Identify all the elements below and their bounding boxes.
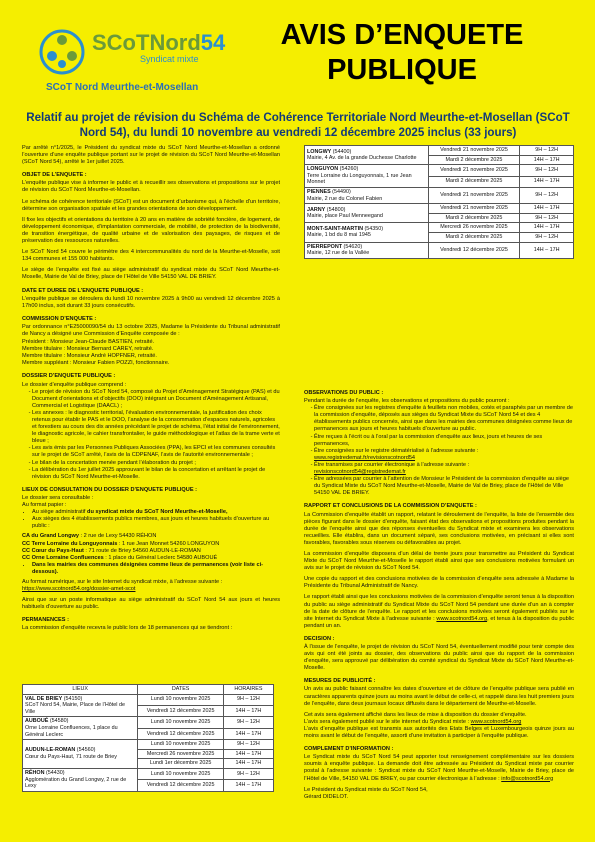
table-row bbox=[305, 187, 574, 203]
place-code: (54400) bbox=[331, 148, 352, 155]
place-name: JARNY bbox=[307, 206, 326, 213]
logo-name-number: 54 bbox=[200, 30, 226, 55]
permanence-date-cell: Mercredi 26 novembre 2025 bbox=[138, 749, 223, 759]
column-header: HORAIRES bbox=[223, 685, 273, 695]
permanence-hours-cell: 14H – 17H bbox=[223, 759, 273, 769]
place-name: LONGUYON bbox=[307, 166, 339, 173]
place-code: (54260) bbox=[338, 166, 359, 173]
lieux-text: Au siège administratif bbox=[32, 509, 88, 516]
permanence-hours-cell: 9H – 12H bbox=[223, 768, 273, 779]
permanence-hours-cell: 9H – 12H bbox=[520, 146, 574, 156]
permanences-table bbox=[22, 684, 274, 792]
site-link[interactable]: www.scotnord54.org bbox=[470, 718, 522, 725]
cc-address-text: : 1 place du Général Leclerc 54580 AUBOUÉ bbox=[103, 554, 218, 561]
permanence-place-cell bbox=[305, 187, 429, 203]
cc-address bbox=[22, 533, 280, 540]
place-code: (54620) bbox=[342, 243, 363, 250]
commission-member: Président : Monsieur Jean-Claude BASTIEN, retraité. bbox=[22, 339, 155, 346]
section-heading-dates: DATE ET DUREE DE L’ENQUETE PUBLIQUE : bbox=[22, 287, 144, 294]
list-item bbox=[314, 462, 574, 476]
permanence-hours-cell: 9H – 12H bbox=[520, 165, 574, 176]
place-address: Mairie, 2 rue du Colonel Fabien bbox=[307, 195, 383, 202]
place-address: SCoT Nord 54, Mairie, Place de l’Hôtel de Ville bbox=[25, 702, 125, 715]
rapport-paragraph: La Commission d’enquête établit un rapport, relatant le déroulement de l’enquête, la liste de l’ensemble des pièces figurant dans le dossier d’enquête, faisant état des observations et propositions produites pendant la durée de l’enquête ainsi que des réponses éventuelles du Syndicat mixte et examinera les observations recueillies. Elle établira, dans un document séparé, ses conclusions motivées, en précisant si elles sont favorables, favorables sous réserves ou défavorables au projet. bbox=[304, 511, 574, 546]
permanences-table bbox=[304, 145, 574, 259]
column-header: LIEUX bbox=[23, 685, 138, 695]
logo-name-text: SCoTNord bbox=[92, 30, 201, 55]
dossier-list bbox=[22, 389, 280, 481]
permanence-hours-cell: 14H – 17H bbox=[520, 242, 574, 258]
list-item-text: Être transmises par courrier électronique à l’adresse suivante : bbox=[314, 461, 470, 468]
permanence-hours-cell: 14H – 17H bbox=[520, 223, 574, 233]
table-header-row bbox=[23, 685, 274, 695]
place-name: MONT-SAINT-MARTIN bbox=[307, 225, 363, 232]
place-code: (54350) bbox=[363, 225, 384, 232]
poste-paragraph: Ainsi que sur un poste informatique au siège administratif du SCoT Nord 54 aux jours et heures habituels d’ouverture au public. bbox=[22, 597, 280, 611]
publicite-paragraph: L’avis d’enquête publique est transmis aux autorités des Etats Belges et Luxembourgeois quinze jours au moins avant le début de l’enquête, assorti d’une invitation à participer à l’enquête publique. bbox=[304, 725, 574, 740]
permanence-date-cell: Lundi 1er décembre 2025 bbox=[138, 759, 223, 769]
complement-text: Le Syndicat mixte du SCoT Nord 54 peut apporter tout renseignement complémentaire sur les dossiers soumis à enquête publique. La demande doit être adressée au Président du Syndicat mixte par courrier postal à l’adresse suivante : Syndicat mixte du SCoT Nord Meurthe-et-Moselle, Mairie de Briey, place de l’Hôtel de Ville, 54150 VAL DE BRIEY, ou par courrier électronique à l’adresse : bbox=[304, 754, 574, 782]
cc-name: CC Cœur du Pays-Haut bbox=[22, 547, 84, 554]
list-item: • Aux sièges des 4 établissements publics membres, aux jours et heures habituels d’ouverture au public : bbox=[32, 516, 280, 530]
rapport-text: Le rapport établi ainsi que les conclusions motivées de la commission d’enquête seront tenus à la disposition du public au siège administratif du Syndicat Mixte du SCoT Nord 54 pendant une durée d’un an à compter de la date de clôture de l’enquête. Le rapport et les conclusions motivées seront également publiés sur le site Internet du Syndicat Mixte à l’adresse suivante : bbox=[304, 594, 574, 622]
complement-paragraph bbox=[304, 754, 574, 782]
place-address: Mairie, 1 bd du 8 mai 1945 bbox=[307, 232, 371, 239]
publicite-line: Cet avis sera également affiché dans les lieux de mise à disposition du dossier d’enquête. bbox=[304, 711, 527, 718]
list-item bbox=[32, 509, 280, 516]
list-item: - Le projet de révision du SCoT Nord 54, composé du Projet d’Aménagement Stratégique (PAS) et du Document d’orientations et d’objectifs (DOO) intégrant un Document d’Aménagement Artisanal, Commercial et Logistique (DAACL) ; bbox=[32, 389, 280, 410]
lieux-list bbox=[22, 509, 280, 530]
section-heading-rapport: RAPPORT ET CONCLUSIONS DE LA COMMISSION D’ENQUETE : bbox=[304, 503, 477, 510]
permanence-date-cell: Vendredi 12 décembre 2025 bbox=[138, 705, 223, 716]
permanence-date-cell: Vendredi 12 décembre 2025 bbox=[428, 242, 519, 258]
place-name: RÉHON bbox=[25, 769, 45, 776]
logo-region: SCoT Nord Meurthe-et-Mosellan bbox=[46, 82, 199, 93]
place-address: Orne Lorraine Confluences, 1 place du Général Leclerc bbox=[25, 724, 118, 738]
permanence-date-cell: Lundi 10 novembre 2025 bbox=[138, 740, 223, 750]
cc-name: CA du Grand Longwy bbox=[22, 533, 79, 540]
cc-address-text: : 71 route de Briey 54560 AUDUN-LE-ROMAN bbox=[83, 547, 201, 554]
permanence-hours-cell: 9H – 12H bbox=[223, 694, 273, 705]
cc-address-text: : 1 rue Jean Monnet 54260 LONGUYON bbox=[117, 540, 220, 547]
permanence-date-cell: Vendredi 21 novembre 2025 bbox=[428, 165, 519, 176]
permanence-hours-cell: 14H – 17H bbox=[520, 204, 574, 214]
permanence-hours-cell: 14H – 17H bbox=[223, 728, 273, 739]
permanence-place-cell bbox=[23, 740, 138, 769]
place-name: PIERREPONT bbox=[307, 243, 343, 250]
section-heading-dossier: DOSSIER D’ENQUETE PUBLIQUE : bbox=[22, 373, 116, 380]
dossier-intro: Le dossier d’enquête publique comprend : bbox=[22, 381, 127, 388]
notice-title bbox=[222, 18, 582, 88]
permanence-date-cell: Mardi 2 décembre 2025 bbox=[428, 155, 519, 165]
dates-paragraph: L’enquête publique se déroulera du lundi 10 novembre 2025 à 9h00 au vendredi 12 décembre 2025 à 17h00 inclus, soit durant 33 jours consécutifs. bbox=[22, 295, 280, 309]
section-heading-commission: COMMISSION D’ENQUETE : bbox=[22, 315, 97, 322]
rapport-text: , et tenus à la disposition du public pendant un an. bbox=[304, 615, 575, 629]
commission-member: Membre titulaire : Monsieur Bernard CAREY, retraité. bbox=[22, 346, 154, 353]
column-header: DATES bbox=[138, 685, 223, 695]
table-row bbox=[23, 717, 274, 728]
site-link[interactable]: www.scotnord54.org bbox=[436, 615, 488, 622]
place-name: AUBOUÉ bbox=[25, 718, 49, 725]
list-item: - Être adressées par courrier à l’attention de Monsieur le Président de la commission d’enquête au siège du Syndicat Mixte du SCoT Nord Meurthe-et-Moselle, Mairie de Val de Briey, place de l’Hôtel de Ville 54150 VAL DE BRIEY. bbox=[314, 476, 574, 497]
objet-paragraph: Le siège de l’enquête est fixé au siège administratif du syndicat mixte du SCoT Nord Meurthe-et-Moselle, Mairie de Val de Briey, place de l’Hôtel de Ville 54150 VAL DE BRIEY. bbox=[22, 267, 280, 281]
rapport-paragraph: La commission d’enquête disposera d’un délai de trente jours pour transmettre au Président du Syndicat Mixte du SCoT Nord Meurthe-et-Moselle le rapport établi ainsi que ses conclusions motivées formulant un avis sur le projet de révision du SCoT Nord 54. bbox=[304, 550, 574, 572]
lieux-text-bold: du syndicat mixte du SCoT Nord Meurthe-et-Moselle, bbox=[87, 509, 228, 516]
logo-subtitle: Syndicat mixte bbox=[140, 54, 199, 64]
permanence-place-cell bbox=[305, 223, 429, 242]
list-item: - Les annexes : le diagnostic territorial, l’évaluation environnementale, la justification des choix retenus pour établir le PAS et le DOO, l’analyse de la consommation d’espaces naturels, agricoles et forestiers au cours des dix années précédant le projet de schéma, l’état initial de l’environnement, le diagnostic agricole, le cahier transfrontalier, le guide méthodologique et l’atlas de la trame verte et bleue ; bbox=[32, 410, 280, 445]
place-address: Mairie, 12 rue de la Vallée bbox=[307, 250, 370, 257]
permanence-date-cell: Vendredi 21 novembre 2025 bbox=[428, 204, 519, 214]
lieux-format-papier: Au format papier : bbox=[22, 502, 67, 509]
list-item-text: Être consignées sur le registre dématérialisé à l’adresse suivante : bbox=[314, 447, 479, 454]
list-item: - Être consignées sur les registres d’enquête à feuillets non mobiles, cotés et paraphés par un membre de la commission d’enquête, déposés aux sièges du Syndicat Mixte du SCoT Nord 54 et des 4 établissements publics concernés, ainsi que dans les mairies des communes désignées comme lieux de permanences aux jours et heures habituels d’ouverture au public. bbox=[314, 405, 574, 433]
place-code: (54430) bbox=[44, 769, 65, 776]
registre-link[interactable]: www.registredemat.fr/revisionscotnord54 bbox=[314, 454, 416, 461]
permanence-date-cell: Lundi 10 novembre 2025 bbox=[138, 717, 223, 728]
permanence-date-cell: Mardi 2 décembre 2025 bbox=[428, 213, 519, 223]
decision-paragraph: À l’issue de l’enquête, le projet de révision du SCoT Nord 54, éventuellement modifié pour tenir compte des avis qui ont été joints au dossier, des observations du public ainsi que du rapport de la commission d’enquête, sera approuvé par délibération du comité syndical du Syndicat Mixte du SCoT Nord Meurthe-et-Moselle. bbox=[304, 644, 574, 672]
cc-address-text: : 2 rue de Lexy 54430 RÉHON bbox=[78, 533, 157, 540]
permanence-place-cell bbox=[23, 717, 138, 740]
scot-logo-icon bbox=[38, 28, 86, 76]
table-row bbox=[23, 768, 274, 779]
permanence-place-cell bbox=[305, 165, 429, 188]
format-numerique: Au format numérique, sur le site Internet du syndicat mixte, à l’adresse suivante : bbox=[22, 578, 223, 585]
place-code: (54560) bbox=[75, 747, 96, 754]
permanence-date-cell: Mercredi 26 novembre 2025 bbox=[428, 223, 519, 233]
permanence-date-cell: Vendredi 21 novembre 2025 bbox=[428, 146, 519, 156]
permanence-date-cell: Vendredi 12 décembre 2025 bbox=[138, 780, 223, 791]
place-address: Terre Lorraine du Longuyonnais, 1 rue Jean Monnet bbox=[307, 172, 412, 186]
permanence-hours-cell: 14H – 17H bbox=[223, 780, 273, 791]
table-row bbox=[305, 146, 574, 156]
place-address: Mairie, 4 Av. de la grande Duchesse Charlotte bbox=[307, 155, 417, 162]
section-heading-objet: OBJET DE L’ENQUETE : bbox=[22, 172, 87, 179]
permanences-table-right bbox=[304, 145, 574, 259]
publicite-paragraph: Un avis au public faisant connaître les dates d’ouverture et de clôture de l’enquête publique sera publié en caractères apparents quinze jours au moins avant le début de celle-ci, et rappelé dans les huit premiers jours de l’enquête, dans deux journaux locaux diffusés dans le département de Meurthe-et-Moselle. bbox=[304, 686, 574, 707]
commission-paragraph: Par ordonnance n°E25000090/54 du 13 octobre 2025, Madame la Présidente du Tribunal administratif de Nancy a désigné une Commission d’Enquête composée de : bbox=[22, 323, 280, 337]
objet-paragraph: Le SCoT Nord 54 couvre le périmètre des 4 intercommunalités du nord de la Meurthe-et-Moselle, soit 134 communes et 155 000 habitants. bbox=[22, 249, 280, 263]
permanence-date-cell: Mardi 2 décembre 2025 bbox=[428, 232, 519, 242]
commission-member: Membre suppléant : Monsieur Fabien POZZI, fonctionnaire. bbox=[22, 360, 170, 367]
place-code: (54490) bbox=[330, 188, 351, 195]
section-heading-complement: COMPLEMENT D’INFORMATION : bbox=[304, 746, 394, 753]
section-heading-permanences: PERMANENCES : bbox=[22, 617, 69, 624]
permanence-hours-cell: 9H – 12H bbox=[223, 717, 273, 728]
intro-paragraph: Par arrêté n°1/2025, le Président du syndicat mixte du SCoT Nord Meurthe-et-Mosellan a ordonné l’ouverture d’une enquête publique portant sur le projet de révision du SCoT Nord Meurthe-et-Mosellan (SCoT Nord 54), arrêté le 1er juillet 2025. bbox=[22, 145, 280, 166]
email-link[interactable]: info@scotnord54.org bbox=[501, 775, 554, 782]
list-item: - Le bilan de la concertation menée pendant l’élaboration du projet ; bbox=[32, 460, 280, 467]
permanences-intro: La commission d’enquête recevra le public lors de 18 permanences qui se tiendront : bbox=[22, 625, 233, 632]
cc-address bbox=[22, 548, 280, 555]
place-address: Mairie, place Paul Menneegand bbox=[307, 213, 383, 220]
permanences-table-left bbox=[22, 684, 274, 792]
list-item: - Être reçues à l’écrit ou à l’oral par la commission d’enquête aux lieux, jours et heures de ses permanences, bbox=[314, 434, 574, 448]
permanence-hours-cell: 9H – 12H bbox=[520, 232, 574, 242]
permanence-date-cell: Lundi 10 novembre 2025 bbox=[138, 694, 223, 705]
right-column bbox=[304, 390, 574, 801]
permanence-date-cell: Mardi 2 décembre 2025 bbox=[428, 176, 519, 187]
permanence-place-cell bbox=[305, 146, 429, 165]
permanence-hours-cell: 14H – 17H bbox=[223, 705, 273, 716]
place-code: (54150) bbox=[62, 695, 83, 702]
publicite-text: L’avis sera également publié sur le site internet du Syndicat mixte : bbox=[304, 718, 470, 725]
section-heading-observations: OBSERVATIONS DU PUBLIC : bbox=[304, 390, 384, 396]
section-heading-publicite: MESURES DE PUBLICITÉ : bbox=[304, 678, 376, 685]
objet-paragraph: Il fixe les objectifs et orientations du territoire à 20 ans en matière de sobriété foncière, de logement, de développement économique, d’implantation commerciale, de mobilité, de protection de la biodiversité, de transition énergétique, de qualité urbaine et de valorisation des paysages, de risques et de préservation des ressources naturelles. bbox=[22, 216, 280, 245]
permanence-place-cell bbox=[305, 242, 429, 258]
left-column bbox=[22, 145, 280, 633]
scot-logo bbox=[20, 20, 226, 102]
place-name: PIENNES bbox=[307, 188, 331, 195]
table-row bbox=[23, 694, 274, 705]
rapport-paragraph: Une copie du rapport et des conclusions motivées de la commission d’enquête sera adressée à Madame la Présidente du Tribunal Administratif de Nancy. bbox=[304, 576, 574, 590]
place-address: Agglomération du Grand Longwy, 2 rue de Lexy bbox=[25, 776, 127, 790]
table-row bbox=[305, 165, 574, 176]
title-line-2: PUBLIQUE bbox=[327, 54, 477, 86]
table-row bbox=[305, 223, 574, 233]
permanence-place-cell bbox=[23, 768, 138, 791]
table-row bbox=[23, 740, 274, 750]
place-code: (54580) bbox=[48, 718, 69, 725]
permanence-date-cell: Vendredi 12 décembre 2025 bbox=[138, 728, 223, 739]
dossier-link[interactable]: https://www.scotnord54.org/dossier-amet-scot bbox=[22, 586, 136, 593]
list-item: • Dans les mairies des communes désignées comme lieux de permanences (voir liste ci-dessous). bbox=[32, 562, 280, 576]
cc-name: CC Terre Lorraine du Longuyonnais bbox=[22, 540, 118, 547]
place-name: VAL DE BRIEY bbox=[25, 695, 63, 702]
publicite-line bbox=[304, 719, 574, 726]
place-address: Cœur du Pays-Haut, 71 route de Briey bbox=[25, 754, 117, 761]
observations-list bbox=[304, 405, 574, 497]
lieux-list bbox=[22, 562, 280, 576]
permanence-place-cell bbox=[305, 204, 429, 223]
table-row bbox=[305, 204, 574, 214]
commission-member: Membre titulaire : Monsieur André HOPFNER, retraité. bbox=[22, 353, 157, 360]
section-heading-lieux: LIEUX DE CONSULTATION DU DOSSIER D’ENQUETE PUBLIQUE : bbox=[22, 486, 197, 493]
permanence-hours-cell: 9H – 12H bbox=[223, 740, 273, 750]
lieux-intro: Le dossier sera consultable : bbox=[22, 494, 94, 501]
logo-wordmark bbox=[92, 30, 225, 56]
cc-address bbox=[22, 555, 280, 562]
permanence-hours-cell: 9H – 12H bbox=[520, 187, 574, 203]
cc-name: CC Orne Lorraine Confluences bbox=[22, 554, 104, 561]
section-heading-decision: DECISION : bbox=[304, 635, 335, 642]
objet-paragraph: L’enquête publique vise à informer le public et à recueillir ses observations et propositions sur le projet de révision du SCoT Nord Meurthe-et-Mosellan. bbox=[22, 180, 280, 194]
permanence-hours-cell: 14H – 17H bbox=[520, 176, 574, 187]
signature-line: Le Président du Syndicat mixte du SCoT Nord 54, bbox=[304, 786, 428, 793]
title-line-1: AVIS D’ENQUETE bbox=[280, 19, 524, 51]
cc-address bbox=[22, 541, 280, 548]
rapport-paragraph bbox=[304, 594, 574, 629]
permanence-hours-cell: 9H – 12H bbox=[520, 213, 574, 223]
objet-paragraph: Le schéma de cohérence territoriale (SCoT) est un document d’urbanisme qui, à l’échelle d’un territoire, détermine son organisation spatiale et les grandes orientations de son développement. bbox=[22, 198, 280, 212]
signature-name: Gérard DIDELOT. bbox=[304, 793, 349, 800]
email-link[interactable]: revisionscotnord54@registredemat.fr bbox=[314, 469, 406, 476]
list-item: - La délibération du 1er juillet 2025 approuvant le bilan de la concertation et arrêtant le projet de révision du SCoT Nord Meurthe-et-Moselle. bbox=[32, 467, 280, 481]
place-code: (54800) bbox=[325, 206, 346, 213]
permanence-date-cell: Vendredi 21 novembre 2025 bbox=[428, 187, 519, 203]
permanence-date-cell: Lundi 10 novembre 2025 bbox=[138, 768, 223, 779]
table-row bbox=[305, 242, 574, 258]
permanence-place-cell bbox=[23, 694, 138, 717]
permanence-hours-cell: 14H – 17H bbox=[520, 155, 574, 165]
place-name: AUDUN-LE-ROMAN bbox=[25, 747, 76, 754]
list-item: - Les avis émis par les Personnes Publiques Associées (PPA), les EPCI et les communes consultés sur le projet de SCoT arrêté, l’avis de la CDPENAF, l’avis de l’autorité environnementale ; bbox=[32, 445, 280, 459]
permanence-hours-cell: 14H – 17H bbox=[223, 749, 273, 759]
list-item bbox=[314, 448, 574, 462]
observations-intro: Pendant la durée de l’enquête, les observations et propositions du public pourront : bbox=[304, 398, 510, 405]
place-name: LONGWY bbox=[307, 148, 332, 155]
notice-subtitle: Relatif au projet de révision du Schéma de Cohérence Territoriale Nord Meurthe-et-Mosellan (SCoT Nord 54), du lundi 10 novembre au vendredi 12 décembre 2025 inclus (33 jours) bbox=[26, 111, 570, 139]
